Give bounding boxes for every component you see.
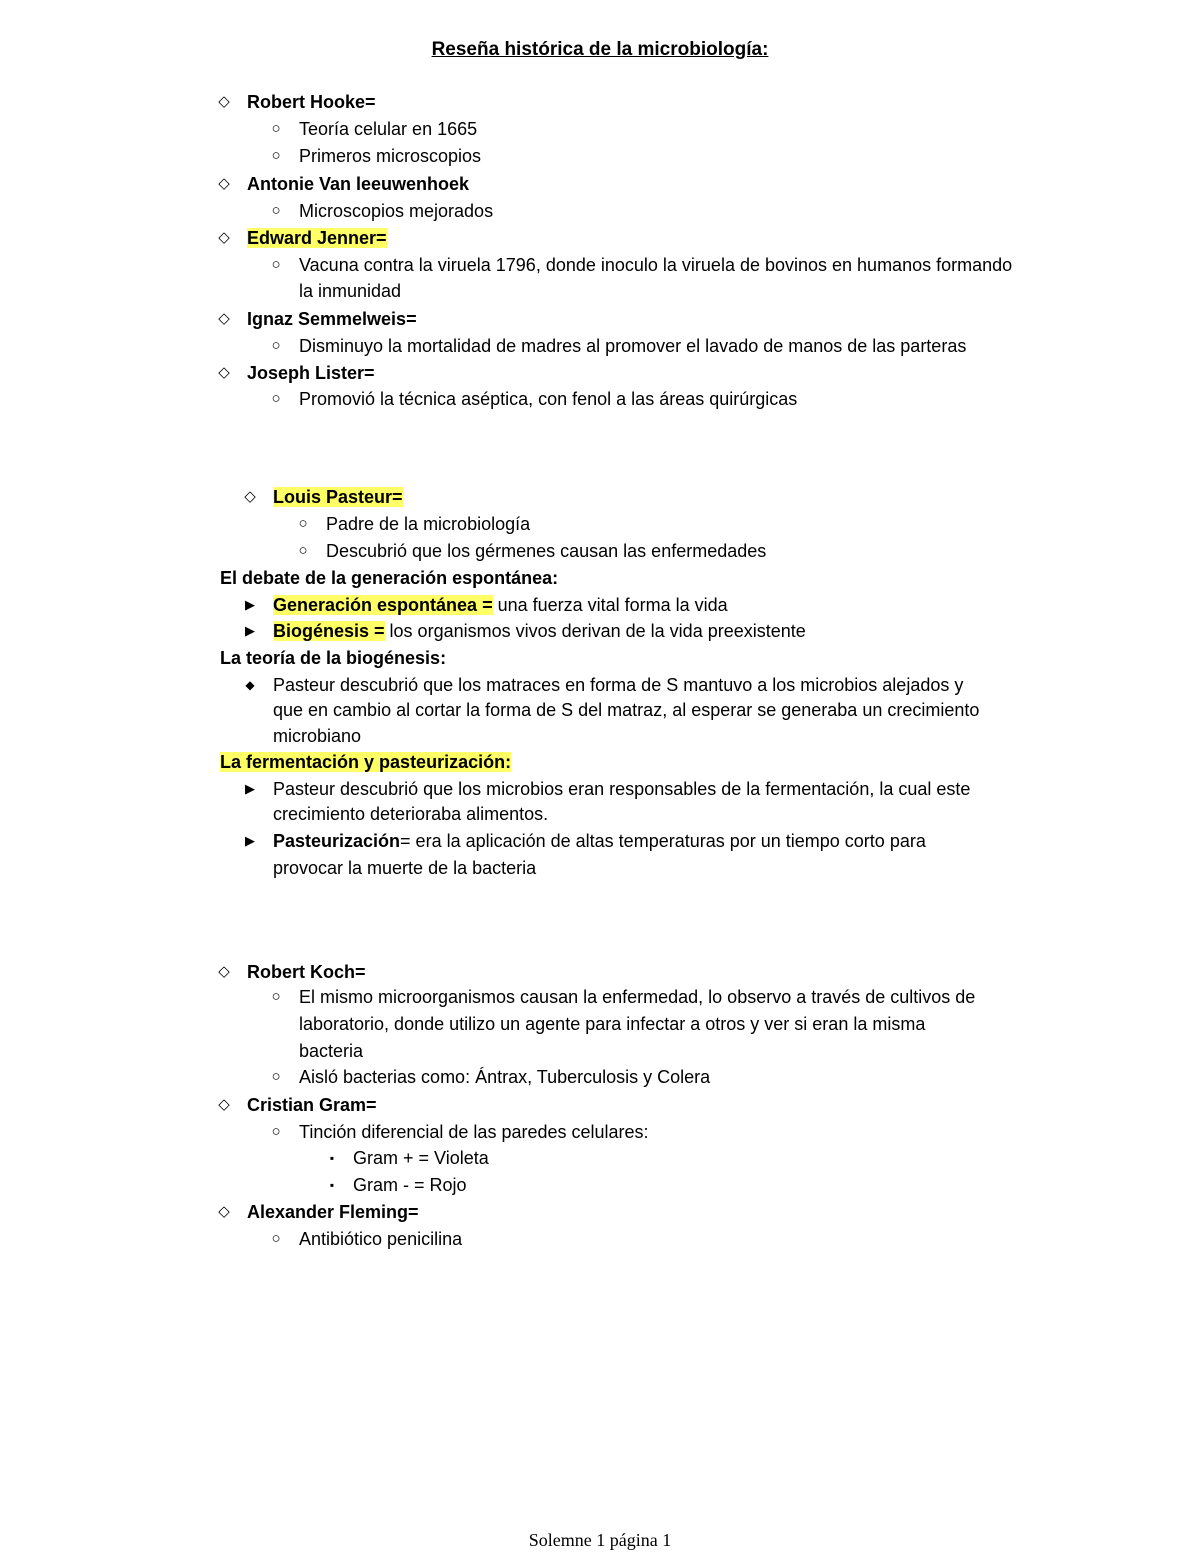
page-footer: Solemne 1 página 1 [528, 1530, 672, 1550]
circle-bullet-icon: ○ [271, 1068, 281, 1085]
list-item: Teoría celular en 1665 [299, 119, 478, 139]
circle-bullet-icon: ○ [271, 337, 281, 354]
circle-bullet-icon: ○ [271, 256, 281, 273]
list-item: Primeros microscopios [299, 146, 482, 166]
diamond-bullet-icon: ◇ [218, 310, 230, 327]
small-diamond-bullet-icon: ◆ [245, 678, 255, 692]
hooke-heading: Robert Hooke= [247, 92, 376, 112]
diamond-bullet-icon: ◇ [218, 1096, 230, 1113]
circle-bullet-icon: ○ [298, 542, 308, 559]
arrow-bullet-icon: ▶ [245, 623, 255, 638]
diamond-bullet-icon: ◇ [218, 93, 230, 110]
circle-bullet-icon: ○ [271, 1123, 281, 1140]
definition-generacion: Generación espontánea = una fuerza vital forma la vida [273, 595, 728, 615]
list-item: Vacuna contra la viruela 1796, donde inoculo la viruela de bovinos en humanos formando [299, 255, 1013, 275]
diamond-bullet-icon: ◇ [218, 175, 230, 192]
circle-bullet-icon: ○ [271, 390, 281, 407]
list-item-continuation: la inmunidad [299, 281, 402, 301]
gram-heading: Cristian Gram= [247, 1095, 377, 1115]
list-item-continuation: laboratorio, donde utilizo un agente para infectar a otros y ver si eran la misma [299, 1014, 926, 1034]
list-item-continuation: bacteria [299, 1041, 364, 1061]
paragraph-line: microbiano [273, 726, 362, 746]
list-item: El mismo microorganismos causan la enfermedad, lo observo a través de cultivos de [299, 987, 976, 1007]
fleming-heading: Alexander Fleming= [247, 1202, 419, 1222]
koch-heading: Robert Koch= [247, 962, 366, 982]
paragraph-line: Pasteur descubrió que los microbios eran responsables de la fermentación, la cual este [273, 779, 971, 799]
arrow-bullet-icon: ▶ [245, 597, 255, 612]
arrow-bullet-icon: ▶ [245, 781, 255, 796]
pasteur-heading: Louis Pasteur= [273, 487, 403, 507]
list-item: Promovió la técnica aséptica, con fenol a las áreas quirúrgicas [299, 389, 798, 409]
arrow-bullet-icon: ▶ [245, 833, 255, 848]
fermentation-heading: La fermentación y pasteurización: [220, 752, 512, 772]
sub-list-item: Gram - = Rojo [353, 1175, 467, 1195]
jenner-heading: Edward Jenner= [247, 228, 387, 248]
circle-bullet-icon: ○ [271, 120, 281, 137]
circle-bullet-icon: ○ [271, 1230, 281, 1247]
diamond-bullet-icon: ◇ [218, 364, 230, 381]
paragraph-line: Pasteur descubrió que los matraces en forma de S mantuvo a los microbios alejados y [273, 675, 964, 695]
square-bullet-icon: ▪ [329, 1178, 335, 1192]
list-item: Microscopios mejorados [299, 201, 494, 221]
diamond-bullet-icon: ◇ [244, 488, 256, 505]
sub-list-item: Gram + = Violeta [353, 1148, 489, 1168]
list-item: Padre de la microbiología [326, 514, 531, 534]
list-item: Disminuyo la mortalidad de madres al promover el lavado de manos de las parteras [299, 336, 967, 356]
list-item: Tinción diferencial de las paredes celulares: [299, 1122, 649, 1142]
diamond-bullet-icon: ◇ [218, 229, 230, 246]
circle-bullet-icon: ○ [298, 515, 308, 532]
circle-bullet-icon: ○ [271, 988, 281, 1005]
circle-bullet-icon: ○ [271, 147, 281, 164]
lister-heading: Joseph Lister= [247, 363, 375, 383]
paragraph-line: que en cambio al cortar la forma de S del matraz, al esperar se generaba un crecimiento [273, 700, 980, 720]
diamond-bullet-icon: ◇ [218, 963, 230, 980]
page-title: Reseña histórica de la microbiología: [431, 39, 769, 60]
definition-biogenesis: Biogénesis = los organismos vivos derivan de la vida preexistente [273, 621, 806, 641]
pasteurizacion-definition: Pasteurización= era la aplicación de altas temperaturas por un tiempo corto para [273, 831, 926, 851]
list-item: Antibiótico penicilina [299, 1229, 463, 1249]
list-item: Aisló bacterias como: Ántrax, Tuberculosis y Colera [299, 1067, 711, 1087]
list-item: Descubrió que los gérmenes causan las enfermedades [326, 541, 767, 561]
paragraph-line: provocar la muerte de la bacteria [273, 858, 537, 878]
square-bullet-icon: ▪ [329, 1151, 335, 1165]
leeuwenhoek-heading: Antonie Van leeuwenhoek [247, 174, 470, 194]
semmelweis-heading: Ignaz Semmelweis= [247, 309, 417, 329]
debate-heading: El debate de la generación espontánea: [220, 568, 559, 588]
circle-bullet-icon: ○ [271, 202, 281, 219]
diamond-bullet-icon: ◇ [218, 1203, 230, 1220]
biogenesis-heading: La teoría de la biogénesis: [220, 648, 447, 668]
paragraph-line: crecimiento deterioraba alimentos. [273, 804, 549, 824]
